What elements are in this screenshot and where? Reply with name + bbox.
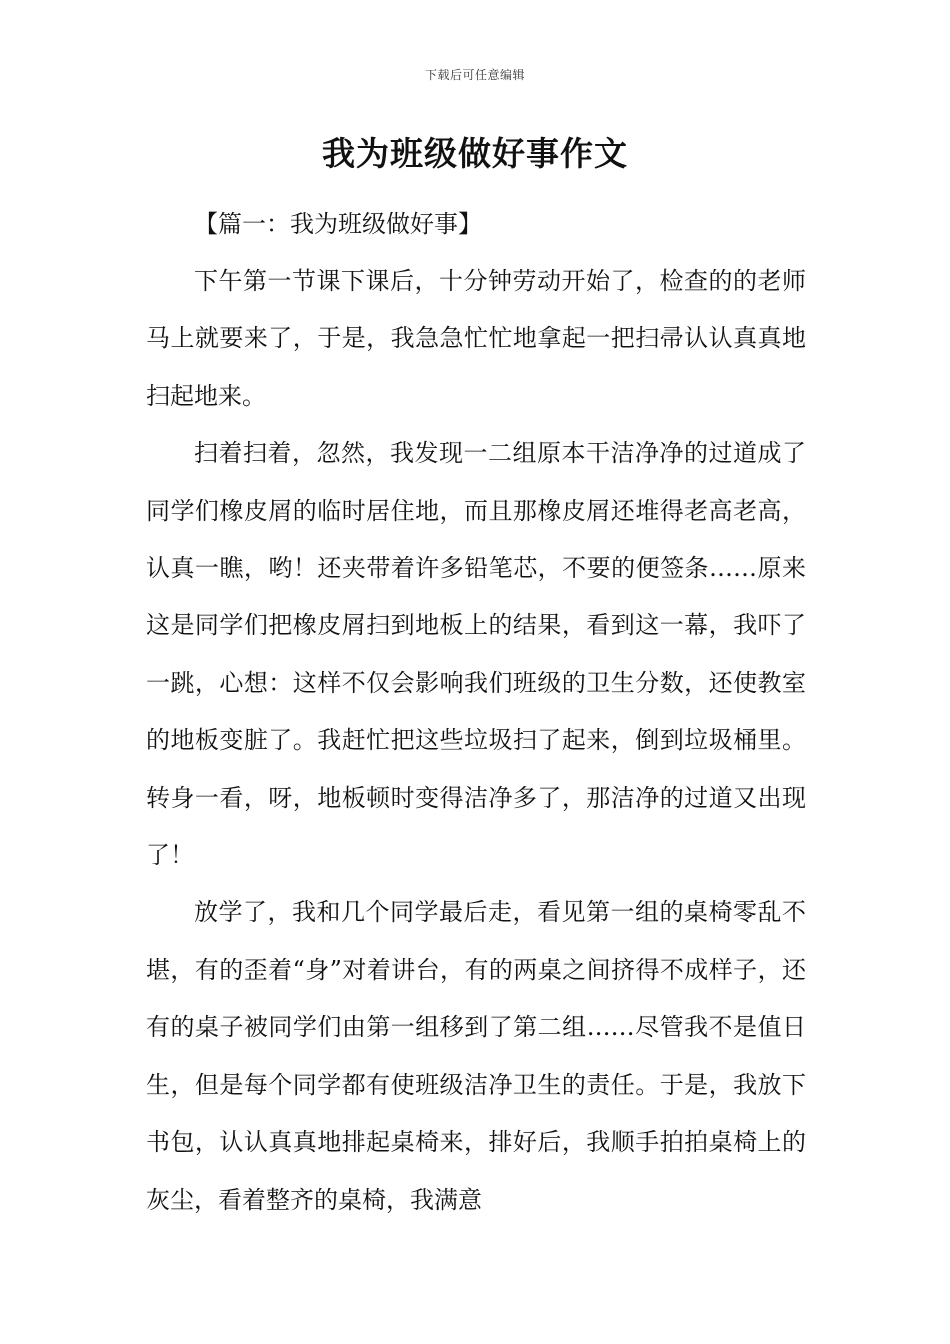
document-body bbox=[146, 196, 806, 1229]
document-title: 我为班级做好事作文 bbox=[322, 134, 628, 173]
paragraph-1: 下午第一节课下课后，十分钟劳动开始了，检查的的老师马上就要来了，于是，我急急忙忙地拿起一把扫帚认认真真地扫起地来。 bbox=[146, 267, 806, 410]
paragraph-3: 放学了，我和几个同学最后走，看见第一组的桌椅零乱不堪，有的歪着“身”对着讲台，有的两桌之间挤得不成样子，还有的桌子被同学们由第一组移到了第二组……尽管我不是值日生，但是每个同学都有使班级洁净卫生的责任。于是，我放下书包，认认真真地排起桌椅来，排好后，我顺手拍拍桌椅上的灰尘，看着整齐的桌椅，我满意 bbox=[146, 898, 806, 1214]
paragraph-2: 扫着扫着，忽然，我发现一二组原本干洁净净的过道成了同学们橡皮屑的临时居住地，而且那橡皮屑还堆得老高老高，认真一瞧，哟！还夹带着许多铅笔芯，不要的便签条……原来这是同学们把橡皮屑扫到地板上的结果，看到这一幕，我吓了一跳，心想：这样不仅会影响我们班级的卫生分数，还使教室的地板变脏了。我赶忙把这些垃圾扫了起来，倒到垃圾桶里。转身一看，呀，地板顿时变得洁净多了，那洁净的过道又出现了！ bbox=[146, 439, 806, 870]
header-note: 下载后可任意编辑 bbox=[424, 68, 525, 82]
section-heading: 【篇一：我为班级做好事】 bbox=[194, 210, 482, 238]
